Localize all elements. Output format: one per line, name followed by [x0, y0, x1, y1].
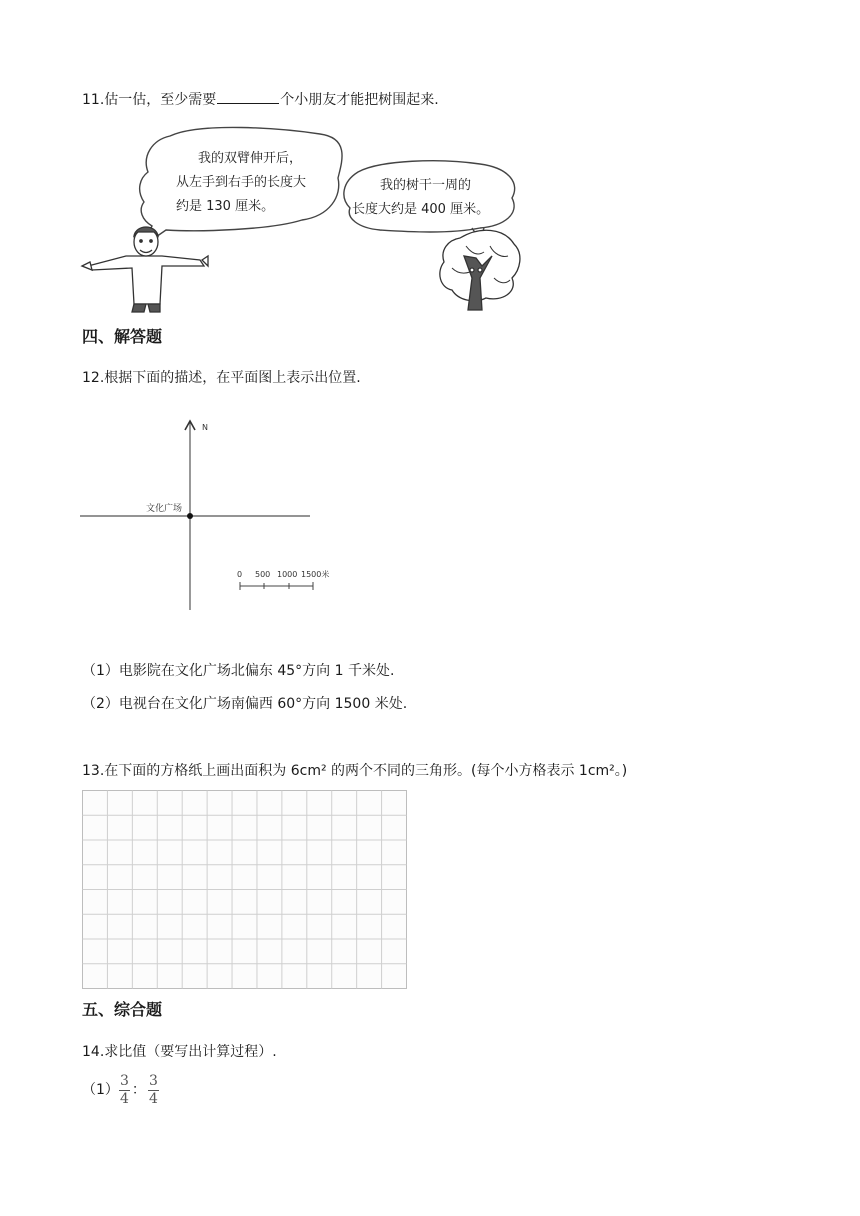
- ratio-colon: ：: [131, 1082, 146, 1098]
- scale-label-0: 0: [237, 570, 243, 579]
- tree-speech-bubble: [344, 161, 515, 240]
- scale-label-1500: 1500米: [301, 570, 330, 579]
- child-bubble-line-3: 约是 130 厘米。: [176, 199, 275, 214]
- question-11-illustration: [80, 128, 530, 314]
- question-14-item-1: [82, 1074, 159, 1106]
- fraction-2: [148, 1074, 159, 1106]
- answer-blank: [217, 89, 279, 104]
- child-bubble-line-2: 从左手到右手的长度大: [176, 175, 307, 190]
- scale-label-1000: 1000: [277, 570, 298, 579]
- fraction-2-numerator: 3: [148, 1073, 158, 1089]
- question-11-prefix: 11.估一估，至少需要: [82, 92, 217, 108]
- question-12-item-1: （1）电影院在文化广场北偏东 45°方向 1 千米处.: [82, 663, 395, 679]
- scale-label-500: 500: [255, 570, 271, 579]
- position-map: [80, 418, 330, 614]
- culture-square-point: [187, 513, 193, 519]
- question-13-text: 13.在下面的方格纸上画出面积为 6cm² 的两个不同的三角形。(每个小方格表示 1cm²。): [82, 763, 628, 779]
- square-grid-paper[interactable]: [82, 790, 408, 990]
- section-5-title: 五、综合题: [82, 1000, 163, 1019]
- fraction-1-numerator: 3: [119, 1073, 129, 1089]
- child-bubble-line-1: 我的双臂伸开后，: [198, 151, 303, 166]
- tree-bubble-line-2: 长度大约是 400 厘米。: [352, 202, 490, 217]
- culture-square-label: 文化广场: [146, 504, 183, 514]
- section-4-title: 四、解答题: [82, 327, 163, 346]
- question-12-text: 12.根据下面的描述，在平面图上表示出位置.: [82, 370, 361, 386]
- map-scale-bar: [237, 569, 329, 590]
- question-14-text: 14.求比值（要写出计算过程）.: [82, 1044, 277, 1060]
- tree-figure: [440, 230, 520, 310]
- question-12-item-2: （2）电视台在文化广场南偏西 60°方向 1500 米处.: [82, 696, 408, 712]
- question-11-suffix: 个小朋友才能把树围起来.: [280, 92, 439, 108]
- item-1-label: （1）: [82, 1082, 119, 1098]
- fraction-1-denominator: 4: [119, 1091, 129, 1107]
- fraction-2-denominator: 4: [148, 1091, 158, 1107]
- child-figure: [82, 227, 208, 312]
- north-label: N: [202, 423, 208, 432]
- tree-bubble-line-1: 我的树干一周的: [380, 178, 472, 193]
- question-11: [82, 89, 439, 110]
- fraction-1: [119, 1074, 130, 1106]
